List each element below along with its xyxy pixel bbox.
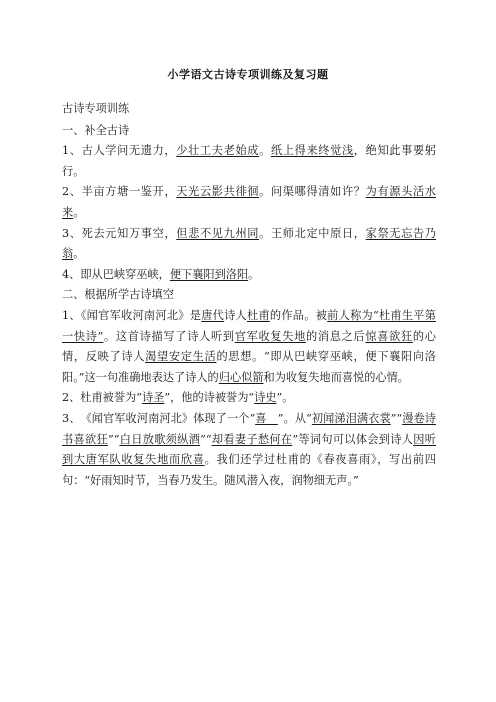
item-number: 1、 xyxy=(62,144,82,158)
question-text: 。这首诗描写了诗人听到 xyxy=(103,329,235,343)
answer-line: 家祭无忘告乃翁 xyxy=(62,226,436,261)
item-text: 。问渠哪得清如许？ xyxy=(259,185,366,199)
question-text: 1、《闻官军收河南河北》是 xyxy=(62,308,202,322)
answer-line: 漫卷诗书喜欲狂 xyxy=(62,411,436,446)
answer-line: 前人称为“杜甫生平第一快诗” xyxy=(62,308,436,343)
answer-line: 诗史 xyxy=(254,391,277,405)
question-text: ”。从“ xyxy=(277,411,312,425)
question-text: 3、 《闻官军收河南河北》体现了一个“ xyxy=(62,411,256,425)
item-number: 4、 xyxy=(62,267,81,281)
part2-heading: 二、根据所学古诗填空 xyxy=(62,288,174,302)
section-title: 古诗专项训练 xyxy=(62,102,130,115)
answer-line: 诗圣 xyxy=(141,391,165,405)
answer-line: 但悲不见九州同 xyxy=(176,226,260,240)
answer-line: 为有源头活水来 xyxy=(62,185,436,219)
answer-line: 归心似箭 xyxy=(218,370,264,384)
item-text: ，绝知此事要躬行。 xyxy=(62,144,436,178)
part2-question-2 xyxy=(62,388,436,409)
answer-line: 白日放歌须纵酒 xyxy=(119,432,201,446)
answer-line: 渴望安定生活 xyxy=(145,350,217,364)
answer-line: 少壮工夫老始成 xyxy=(176,144,260,158)
answer-line: 便下襄阳到洛阳 xyxy=(169,267,249,281)
question-text: 。我们还学过杜甫的《春夜喜雨》，写出前四句：“好雨知时节，当春乃发生。随风潜入夜，润物细无声。” xyxy=(62,453,436,487)
question-text: 诗人 xyxy=(224,308,247,322)
part1-item-3 xyxy=(62,224,436,265)
answer-line: 杜甫 xyxy=(247,308,270,322)
document-body xyxy=(62,99,436,491)
question-text: ”，他的诗被誉为“ xyxy=(164,391,255,405)
item-text: 。 xyxy=(73,205,85,219)
document-title: 小学语文古诗专项训练及复习题 xyxy=(167,68,329,81)
part1-item-4 xyxy=(62,265,436,286)
answer-line: 纸上得来终觉浅 xyxy=(270,144,354,158)
item-text: 即从巴峡穿巫峡， xyxy=(80,267,170,281)
item-text: 。 xyxy=(248,267,260,281)
part2-question-1 xyxy=(62,306,436,388)
question-text: ”。 xyxy=(276,391,294,405)
question-text: 的作品。被 xyxy=(269,308,328,322)
answer-line: 天光云影共徘徊 xyxy=(176,185,260,199)
question-text: 的思想。“即从巴峡穿巫峡，便下襄阳向洛阳。”这一句准确地表达了诗人的 xyxy=(62,350,436,384)
answer-line: 喜 xyxy=(255,411,278,425)
item-text: 。 xyxy=(73,247,85,261)
answer-line: 初闻涕泪满衣裳 xyxy=(311,411,391,425)
question-text: ”“ xyxy=(200,432,212,446)
item-text: 死去元知万事空， xyxy=(81,226,177,240)
question-text: ”等词句可以体会到诗人 xyxy=(292,432,414,446)
part1-heading: 一、补全古诗 xyxy=(62,123,130,137)
answer-line: 因听到大唐军队收复失地而欣喜 xyxy=(62,432,436,467)
item-text: 古人学问无遗力， xyxy=(81,144,177,158)
item-number: 3、 xyxy=(62,226,82,240)
answer-line: 唐代 xyxy=(201,308,225,322)
answer-line: 惊喜欲狂 xyxy=(365,329,413,343)
item-text: 。王师北定中原日， xyxy=(259,226,366,240)
answer-line: 官军收复失地 xyxy=(234,329,306,343)
question-text: 2、杜甫被誉为“ xyxy=(62,391,142,405)
question-text: ”“ xyxy=(107,432,120,446)
question-text: ”“ xyxy=(390,411,403,425)
question-text: 的心情，反映了诗人 xyxy=(62,329,436,364)
item-text: 半亩方塘一鉴开， xyxy=(81,185,177,199)
question-text: 的消息之后 xyxy=(305,329,366,343)
part1-item-2 xyxy=(62,182,436,223)
question-text: 和为收复失地而喜悦的心情。 xyxy=(263,370,409,384)
item-number: 2、 xyxy=(62,185,82,199)
item-text: 。 xyxy=(259,144,271,158)
part1-item-1 xyxy=(62,141,436,182)
part2-question-3 xyxy=(62,409,436,491)
answer-line: 却看妻子愁何在 xyxy=(211,432,293,446)
